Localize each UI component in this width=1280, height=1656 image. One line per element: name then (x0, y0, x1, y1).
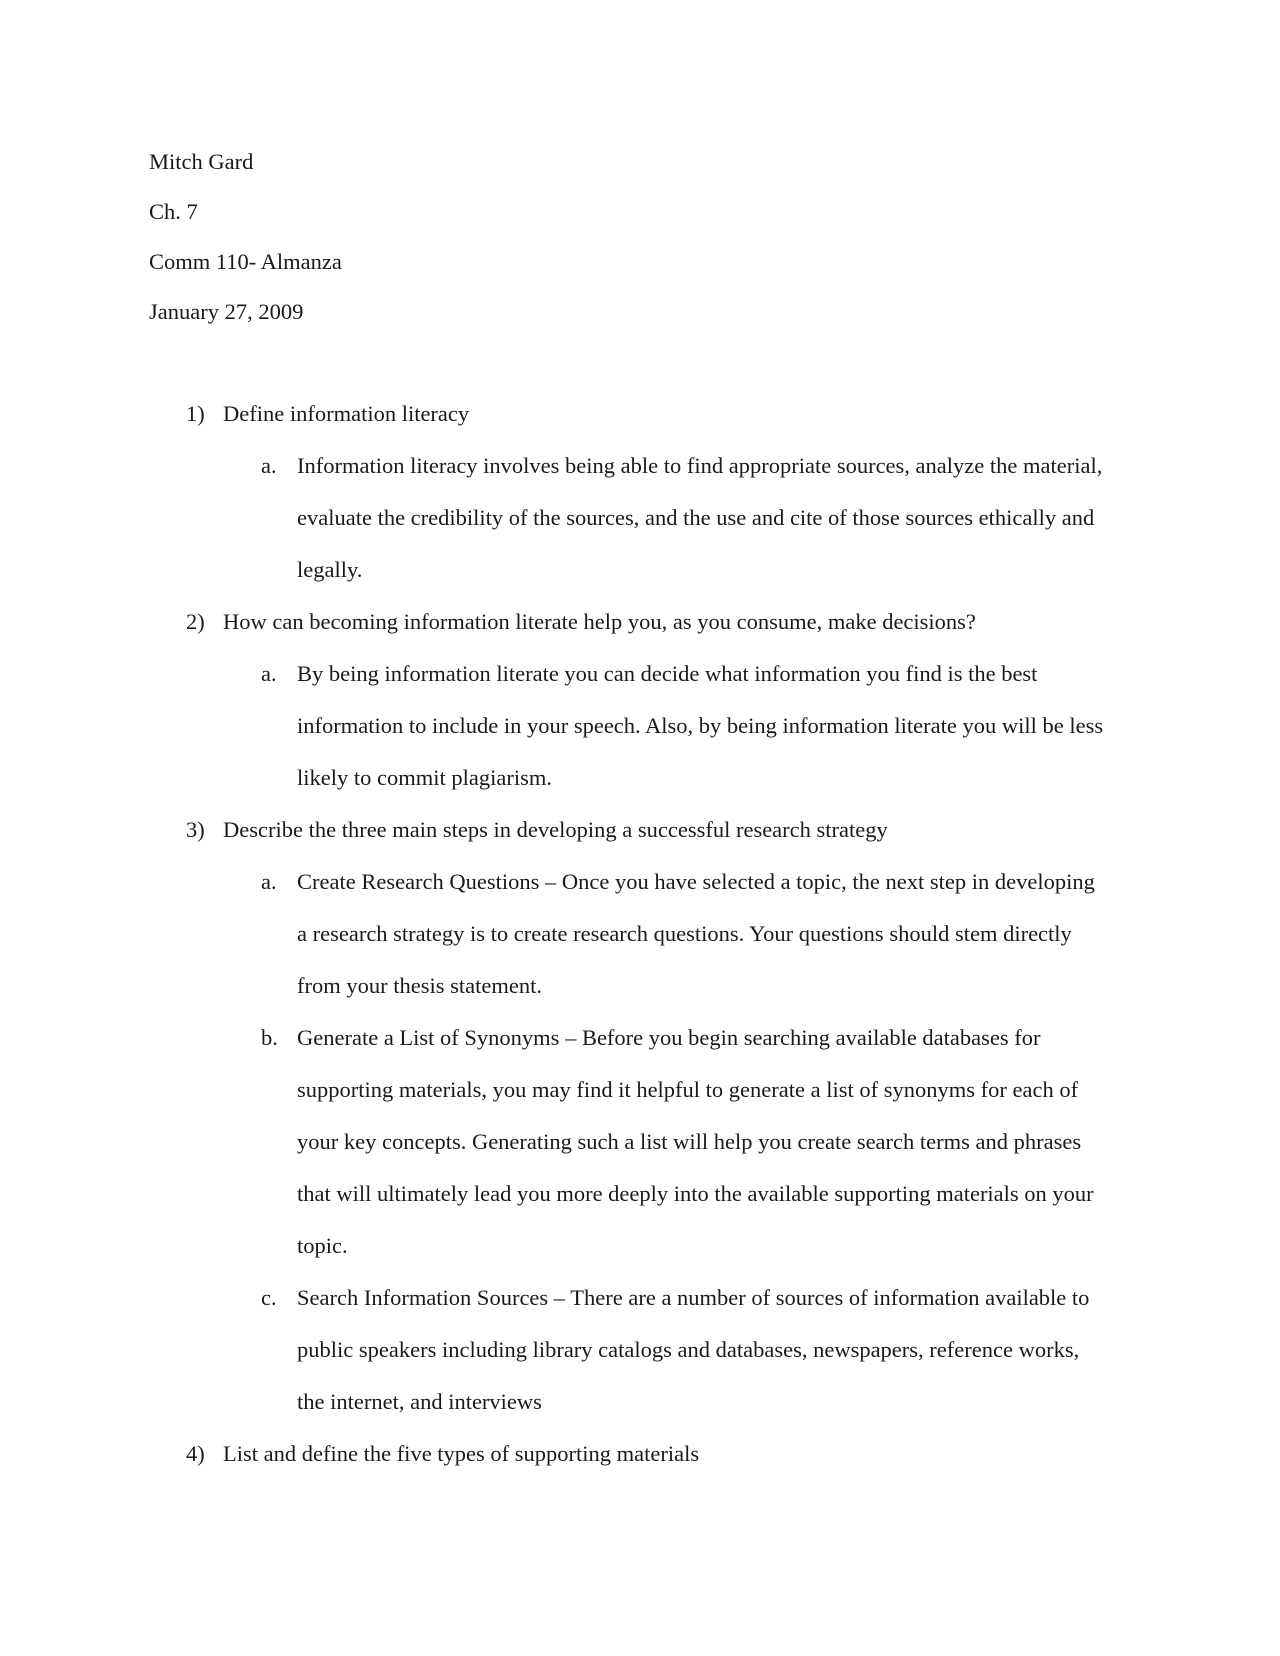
question-text: How can becoming information literate help you, as you consume, make decisions? (223, 609, 976, 634)
answer-marker: a. (261, 869, 277, 894)
answer-line: public speakers including library catalogs and databases, newspapers, reference works, (297, 1337, 1080, 1362)
question-number: 3) (186, 817, 205, 842)
question-4 (186, 1443, 699, 1466)
date-label: January 27, 2009 (149, 299, 304, 324)
answer-line: the internet, and interviews (297, 1389, 542, 1414)
question-text: Describe the three main steps in developing a successful research strategy (223, 817, 888, 842)
answer-marker: a. (261, 661, 277, 686)
answer-marker: b. (261, 1025, 278, 1050)
question-number: 4) (186, 1441, 205, 1466)
course-label: Comm 110- Almanza (149, 249, 342, 274)
answer-line: Search Information Sources – There are a number of sources of information available to (297, 1285, 1090, 1310)
answer-marker: a. (261, 453, 277, 478)
question-1 (186, 403, 469, 426)
answer-line: Information literacy involves being able to find appropriate sources, analyze the material, (297, 453, 1103, 478)
answer-line: topic. (297, 1233, 348, 1258)
question-3 (186, 819, 888, 842)
answer-line: By being information literate you can decide what information you find is the best (297, 661, 1038, 686)
answer-line: evaluate the credibility of the sources, and the use and cite of those sources ethically and (297, 505, 1095, 530)
answer-line: legally. (297, 557, 363, 582)
author-name: Mitch Gard (149, 149, 254, 174)
chapter-label: Ch. 7 (149, 199, 198, 224)
answer-line: Generate a List of Synonyms – Before you begin searching available databases for (297, 1025, 1041, 1050)
question-number: 1) (186, 401, 205, 426)
answer-line: likely to commit plagiarism. (297, 765, 552, 790)
answer-line: information to include in your speech. Also, by being information literate you will be less (297, 713, 1104, 738)
question-2 (186, 611, 976, 634)
answer-line: that will ultimately lead you more deeply into the available supporting materials on your (297, 1181, 1094, 1206)
answer-line: supporting materials, you may find it helpful to generate a list of synonyms for each of (297, 1077, 1079, 1102)
question-text: Define information literacy (223, 401, 470, 426)
answer-line: from your thesis statement. (297, 973, 542, 998)
answer-line: a research strategy is to create research questions. Your questions should stem directly (297, 921, 1072, 946)
answer-line: Create Research Questions – Once you have selected a topic, the next step in developing (297, 869, 1095, 894)
answer-line: your key concepts. Generating such a list will help you create search terms and phrases (297, 1129, 1082, 1154)
question-number: 2) (186, 609, 205, 634)
question-text: List and define the five types of supporting materials (223, 1441, 700, 1466)
answer-marker: c. (261, 1285, 277, 1310)
